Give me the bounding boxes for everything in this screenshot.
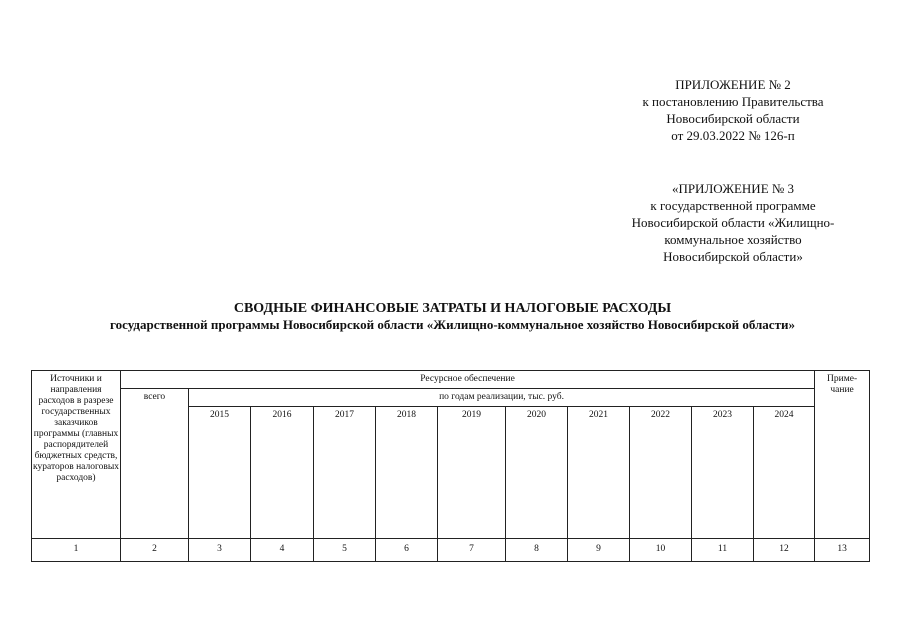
- appendix-program-line-2: к государственной программе: [650, 198, 816, 213]
- column-number-row: [32, 539, 870, 562]
- column-number: 13: [815, 539, 870, 562]
- notes-header: Приме-чание: [815, 371, 870, 539]
- document-heading: [0, 300, 905, 333]
- column-number: 7: [438, 539, 506, 562]
- document-title: СВОДНЫЕ ФИНАНСОВЫЕ ЗАТРАТЫ И НАЛОГОВЫЕ РАСХОДЫ: [233, 301, 672, 316]
- appendix-program-line-3: Новосибирской области «Жилищно-: [631, 215, 835, 230]
- year-header: 2017: [314, 407, 376, 539]
- header-row-1: [32, 371, 870, 389]
- resources-header: Ресурсное обеспечение: [121, 371, 815, 389]
- header-row-2: [32, 389, 870, 407]
- appendix-program-line-1: «ПРИЛОЖЕНИЕ № 3: [671, 181, 795, 196]
- sources-header: Источники и направления расходов в разрезе государственных заказчиков программы (главных распорядителей бюджетных средств, кураторов налоговых расходов): [32, 371, 121, 539]
- document-subtitle: государственной программы Новосибирской области «Жилищно-коммунальное хозяйство Новосибирской области»: [110, 317, 795, 332]
- appendix-current-line-1: ПРИЛОЖЕНИЕ № 2: [675, 77, 791, 92]
- financial-costs-table: [31, 370, 870, 562]
- appendix-current-line-3: Новосибирской области: [666, 111, 800, 126]
- column-number: 4: [251, 539, 314, 562]
- year-header: 2022: [630, 407, 692, 539]
- column-number: 3: [189, 539, 251, 562]
- appendix-program-block: [598, 180, 868, 265]
- column-number: 5: [314, 539, 376, 562]
- appendix-current-line-2: к постановлению Правительства: [642, 94, 824, 109]
- total-header: всего: [121, 389, 189, 539]
- year-header: 2023: [692, 407, 754, 539]
- appendix-current-line-4: от 29.03.2022 № 126-п: [671, 128, 795, 143]
- year-header: 2021: [568, 407, 630, 539]
- year-header: 2020: [506, 407, 568, 539]
- column-number: 2: [121, 539, 189, 562]
- column-number: 6: [376, 539, 438, 562]
- appendix-program-line-5: Новосибирской области»: [663, 249, 803, 264]
- appendix-current-block: [598, 76, 868, 144]
- year-header: 2018: [376, 407, 438, 539]
- column-number: 10: [630, 539, 692, 562]
- column-number: 12: [754, 539, 815, 562]
- years-header: по годам реализации, тыс. руб.: [189, 389, 815, 407]
- column-number: 8: [506, 539, 568, 562]
- year-header: 2016: [251, 407, 314, 539]
- year-header: 2015: [189, 407, 251, 539]
- year-header: 2024: [754, 407, 815, 539]
- year-header: 2019: [438, 407, 506, 539]
- column-number: 11: [692, 539, 754, 562]
- column-number: 1: [32, 539, 121, 562]
- column-number: 9: [568, 539, 630, 562]
- appendix-program-line-4: коммунальное хозяйство: [664, 232, 802, 247]
